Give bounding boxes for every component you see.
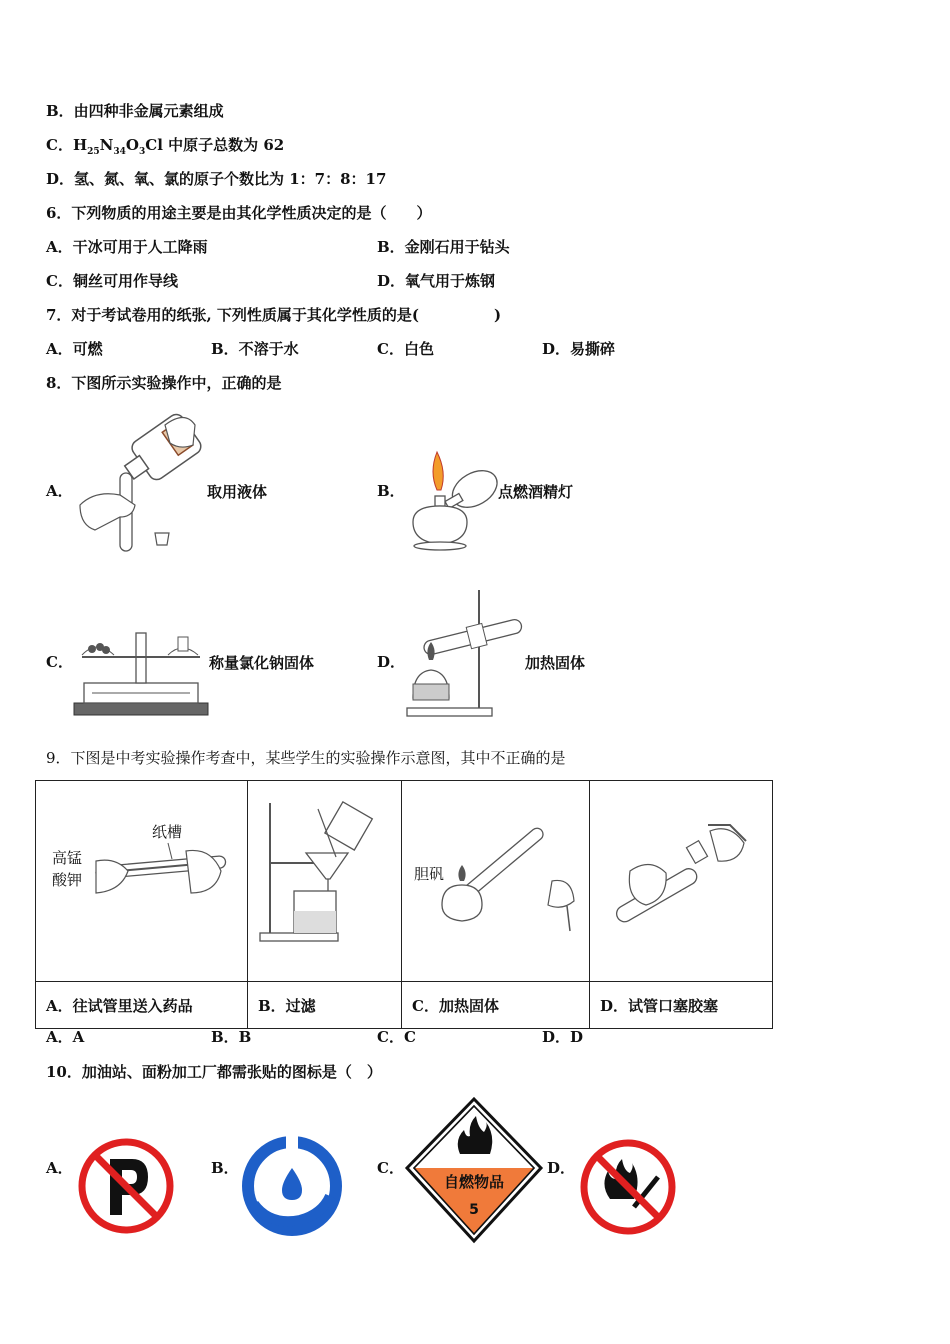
no-parking-sign-icon xyxy=(76,1137,176,1235)
sign-number: 5 xyxy=(469,1202,479,1218)
insert-stopper-illustration xyxy=(590,781,772,977)
q10-option-a-letter: A． xyxy=(46,1159,73,1177)
hand-label-kmno4-line1: 高锰 xyxy=(52,849,83,867)
hand-label-kmno4-line2: 酸钾 xyxy=(52,871,83,889)
q9-cell-a-label: A．往试管里送入药品 xyxy=(36,982,248,1029)
q5-option-d: D．氢、氮、氧、氯的原子个数比为 1：7：8：17 xyxy=(46,170,387,188)
q7-option-a: A．可燃 xyxy=(46,340,103,358)
q9-figure-table xyxy=(35,780,773,1029)
q8-caption-d: 加热固体 xyxy=(525,654,586,672)
q5-option-c: C．$H_{25}N_{34}O_3Cl$ 中原子总数为 62 xyxy=(46,136,285,157)
q9-cell-b-image xyxy=(248,781,402,982)
q10-option-c-letter: C． xyxy=(377,1159,404,1177)
q10-option-b-letter: B． xyxy=(211,1159,239,1177)
q9-cell-c-label: C．加热固体 xyxy=(402,982,590,1029)
heat-solid-illustration xyxy=(403,588,528,718)
q6-option-b: B．金刚石用于钻头 xyxy=(377,238,510,256)
q8-caption-b: 点燃酒精灯 xyxy=(498,483,574,501)
q7-stem: 7．对于考试卷用的纸张, 下列性质属于其化学性质的是( ) xyxy=(46,306,502,324)
sign-text: 自燃物品 xyxy=(443,1173,505,1191)
q7-option-c: C．白色 xyxy=(377,340,434,358)
hand-label-blue-vitriol: 胆矾 xyxy=(414,865,445,883)
q8-stem: 8．下图所示实验操作中，正确的是 xyxy=(46,374,282,392)
q9-answer-a: A．A xyxy=(46,1028,85,1046)
q9-stem: 9．下图是中考实验操作考查中，某些学生的实验操作示意图，其中不正确的是 xyxy=(46,749,566,767)
q6-stem: 6．下列物质的用途主要是由其化学性质决定的是（ ） xyxy=(46,204,432,222)
q9-cell-d-label: D．试管口塞胶塞 xyxy=(590,982,773,1029)
balance-scale-illustration xyxy=(72,627,212,719)
q10-stem: 10．加油站、面粉加工厂都需张贴的图标是（ ） xyxy=(46,1063,382,1081)
q9-cell-c-image xyxy=(402,781,590,982)
q10-option-d-letter: D． xyxy=(547,1159,576,1177)
q8-option-c-letter: C． xyxy=(46,653,73,671)
q8-option-d-letter: D． xyxy=(377,653,406,671)
spontaneous-combustion-sign-icon xyxy=(404,1096,544,1246)
q5-option-b: B．由四种非金属元素组成 xyxy=(46,102,224,120)
q9-answer-d: D．D xyxy=(542,1028,584,1046)
q8-caption-c: 称量氯化钠固体 xyxy=(209,654,315,672)
q6-option-a: A．干冰可用于人工降雨 xyxy=(46,238,208,256)
q8-caption-a: 取用液体 xyxy=(207,483,268,501)
q7-option-b: B．不溶于水 xyxy=(211,340,299,358)
light-alcohol-lamp-illustration xyxy=(403,450,503,552)
hand-label-paper-trough: 纸槽 xyxy=(152,823,183,841)
q9-answer-c: C．C xyxy=(377,1028,416,1046)
water-saving-sign-icon xyxy=(240,1134,344,1238)
pour-liquid-illustration xyxy=(75,405,205,555)
q8-option-b-letter: B． xyxy=(377,482,405,500)
q6-option-c: C．铜丝可用作导线 xyxy=(46,272,178,290)
q9-cell-d-image xyxy=(590,781,773,982)
q6-option-d: D．氧气用于炼钢 xyxy=(377,272,496,290)
filtration-illustration xyxy=(248,781,401,977)
q9-answer-b: B．B xyxy=(211,1028,252,1046)
no-open-flame-sign-icon xyxy=(576,1137,680,1237)
q7-option-d: D．易撕碎 xyxy=(542,340,616,358)
q8-option-a-letter: A． xyxy=(46,482,73,500)
q9-cell-a-image xyxy=(36,781,248,982)
q9-cell-b-label: B．过滤 xyxy=(248,982,402,1029)
